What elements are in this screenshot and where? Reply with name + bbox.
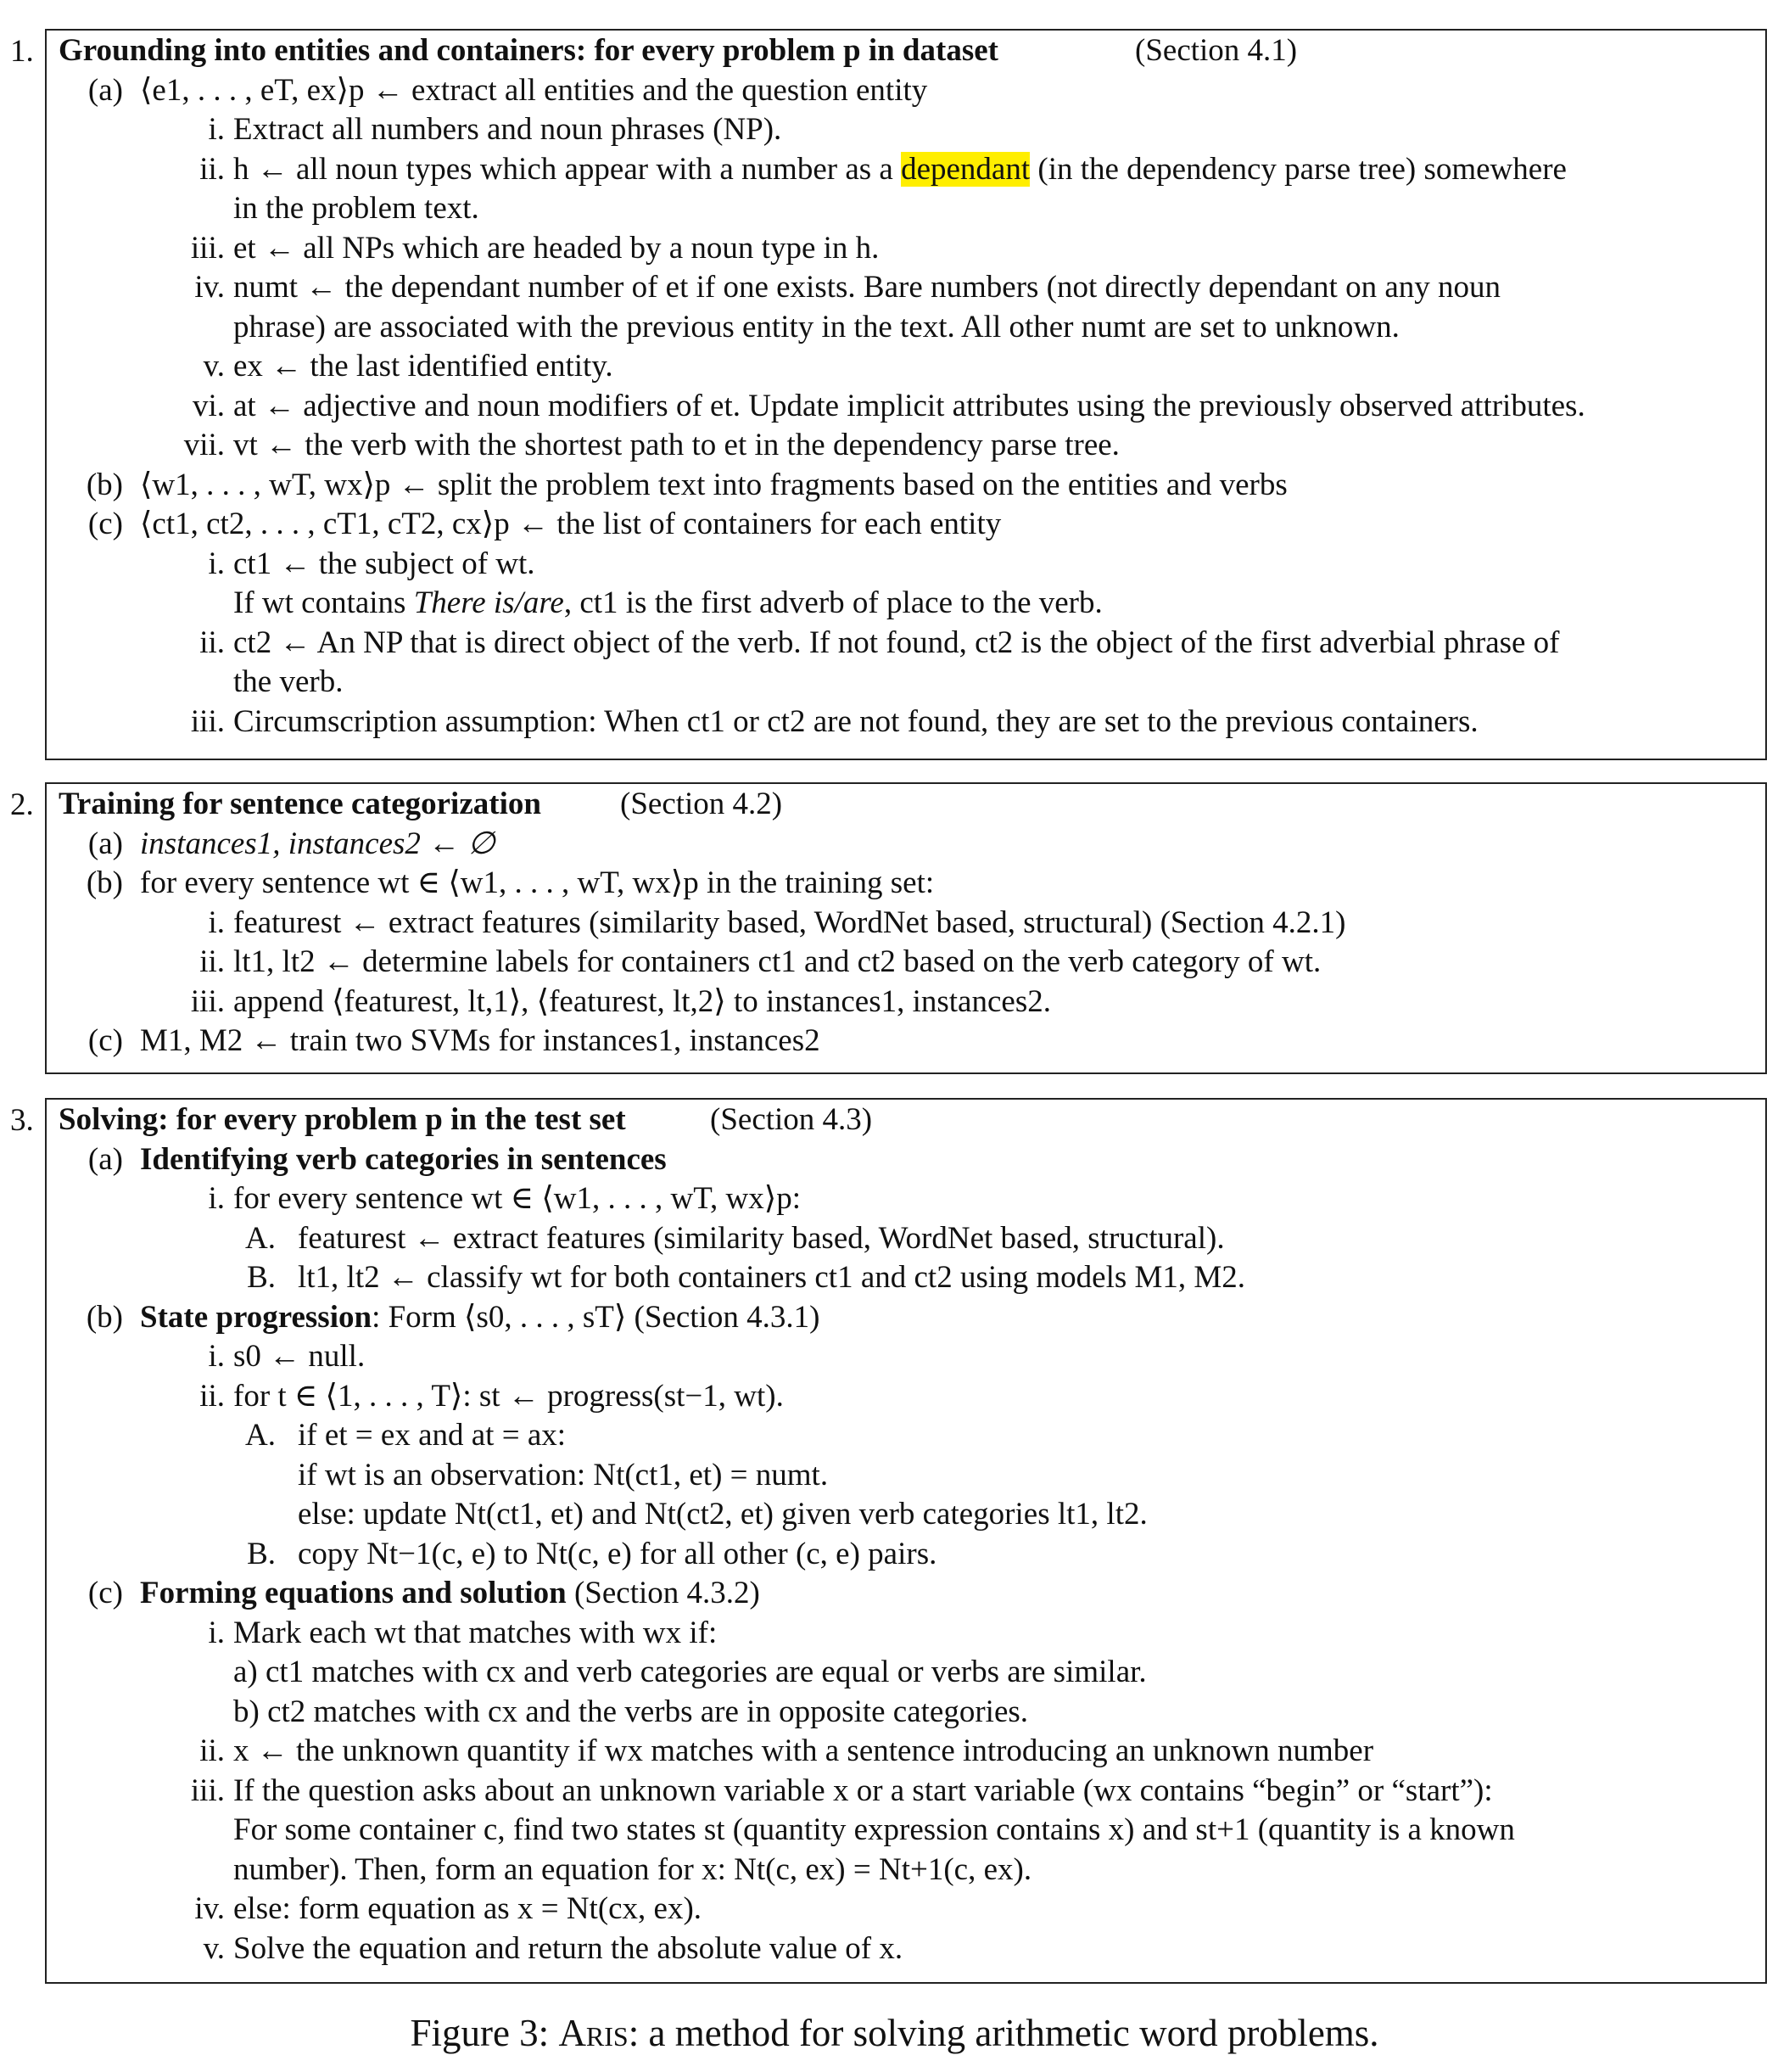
list-item: iv. else: form equation as x = Nt(cx, ex). bbox=[194, 1891, 702, 1926]
list-item: A. featurest ← extract features (similarity based, WordNet based, structural). bbox=[245, 1220, 1225, 1256]
step-number: 2. bbox=[10, 787, 34, 822]
list-item: iii. If the question asks about an unknown variable x or a start variable (wx contains “begin” or “start”): bbox=[190, 1772, 1493, 1808]
list-item: (c) Forming equations and solution (Section 4.3.2) bbox=[87, 1576, 760, 1610]
list-item: (b) for every sentence wt ∈ ⟨w1, . . . , wT, wx⟩p in the training set: bbox=[86, 865, 935, 900]
list-item: (a) ⟨e1, . . . , eT, ex⟩p ← extract all entities and the question entity bbox=[87, 72, 928, 108]
list-item: A. if et = ex and at = ax: bbox=[245, 1418, 567, 1453]
section-title: Grounding into entities and containers: for every problem p in dataset bbox=[59, 33, 998, 68]
list-item: ii. ct2 ← An NP that is direct object of the verb. If not found, ct2 is the object of the first adverbial phrase of bbox=[199, 624, 1560, 660]
step-2-title bbox=[47, 785, 1765, 825]
list-item: B. copy Nt−1(c, e) to Nt(c, e) for all other (c, e) pairs. bbox=[247, 1536, 937, 1571]
step-3-title bbox=[47, 1100, 1765, 1140]
highlighted-word: dependant bbox=[901, 151, 1031, 187]
list-item: (c) ⟨ct1, ct2, . . . , cT1, cT2, cx⟩p ← the list of containers for each entity bbox=[87, 507, 1002, 541]
figure-caption bbox=[0, 2008, 1789, 2058]
section-ref: (Section 4.1) bbox=[1135, 33, 1298, 68]
list-item: (b) ⟨w1, . . . , wT, wx⟩p ← split the problem text into fragments based on the entities and verbs bbox=[86, 467, 1288, 502]
list-item: i. ct1 ← the subject of wt. bbox=[208, 546, 535, 581]
list-item: (b) State progression: Form ⟨s0, . . . , sT⟩ (Section 4.3.1) bbox=[86, 1299, 820, 1335]
caption-rest: : a method for solving arithmetic word problems. bbox=[628, 2012, 1379, 2054]
list-item-cont: in the problem text. bbox=[233, 191, 479, 226]
list-item: B. lt1, lt2 ← classify wt for both containers ct1 and ct2 using models M1, M2. bbox=[247, 1260, 1246, 1295]
list-item: iii. append ⟨featurest, lt,1⟩, ⟨featurest, lt,2⟩ to instances1, instances2. bbox=[190, 983, 1051, 1019]
list-item: (c) M1, M2 ← train two SVMs for instances1, instances2 bbox=[87, 1023, 820, 1058]
step-number: 1. bbox=[10, 34, 34, 69]
list-item: i. for every sentence wt ∈ ⟨w1, . . . , wT, wx⟩p: bbox=[208, 1181, 801, 1216]
list-item: iii. et ← all NPs which are headed by a noun type in h. bbox=[190, 230, 880, 266]
list-item: i. Mark each wt that matches with wx if: bbox=[208, 1615, 718, 1650]
list-item: vi. at ← adjective and noun modifiers of et. Update implicit attributes using the previously observed attributes. bbox=[192, 388, 1585, 423]
list-item-cont: else: update Nt(ct1, et) and Nt(ct2, et) given verb categories lt1, lt2. bbox=[298, 1497, 1148, 1532]
list-item: v. Solve the equation and return the absolute value of x. bbox=[203, 1930, 903, 1966]
list-item-cont: if wt is an observation: Nt(ct1, et) = numt. bbox=[298, 1457, 829, 1492]
step-3-box bbox=[45, 1098, 1767, 1984]
section-title: Training for sentence categorization bbox=[59, 787, 541, 821]
caption-prefix: Figure 3: bbox=[410, 2012, 550, 2054]
list-item: (a) Identifying verb categories in sentences bbox=[87, 1141, 667, 1177]
list-item: iv. numt ← the dependant number of et if one exists. Bare numbers (not directly dependant on any noun bbox=[194, 270, 1501, 305]
list-item: ii. for t ∈ ⟨1, . . . , T⟩: st ← progress(st−1, wt). bbox=[199, 1378, 784, 1414]
caption-method-name: Aris bbox=[558, 2012, 629, 2054]
step-2-box bbox=[45, 782, 1767, 1074]
list-item-cont: a) ct1 matches with cx and verb categories are equal or verbs are similar. bbox=[233, 1655, 1147, 1689]
list-item: i. Extract all numbers and noun phrases (NP). bbox=[208, 112, 782, 147]
section-ref: (Section 4.2) bbox=[620, 787, 783, 821]
list-item-cont: phrase) are associated with the previous entity in the text. All other numt are set to unknown. bbox=[233, 309, 1400, 344]
list-item: i. featurest ← extract features (similarity based, WordNet based, structural) (Section 4.2.1) bbox=[208, 904, 1346, 940]
list-item: vii. vt ← the verb with the shortest path to et in the dependency parse tree. bbox=[183, 428, 1120, 462]
list-item: iii. Circumscription assumption: When ct1 or ct2 are not found, they are set to the previous containers. bbox=[190, 703, 1479, 739]
step-number: 3. bbox=[10, 1103, 34, 1138]
list-item-cont: b) ct2 matches with cx and the verbs are in opposite categories. bbox=[233, 1694, 1029, 1729]
list-item-cont: the verb. bbox=[233, 664, 344, 699]
list-item: ii. h ← all noun types which appear with a number as a dependant (in the dependency parse tree) somewhere bbox=[199, 151, 1567, 187]
section-title: Solving: for every problem p in the test set bbox=[59, 1102, 626, 1137]
list-item-cont: If wt contains There is/are, ct1 is the first adverb of place to the verb. bbox=[233, 585, 1103, 620]
step-1-box bbox=[45, 29, 1767, 760]
list-item: (a) instances1, instances2 ← ∅ bbox=[87, 826, 495, 861]
list-item-cont: number). Then, form an equation for x: Nt(c, ex) = Nt+1(c, ex). bbox=[233, 1851, 1032, 1887]
section-ref: (Section 4.3) bbox=[710, 1102, 873, 1137]
list-item: i. s0 ← null. bbox=[208, 1339, 366, 1374]
list-item: ii. x ← the unknown quantity if wx matches with a sentence introducing an unknown number bbox=[199, 1733, 1374, 1768]
list-item: ii. lt1, lt2 ← determine labels for containers ct1 and ct2 based on the verb category of wt. bbox=[199, 944, 1322, 979]
list-item: v. ex ← the last identified entity. bbox=[203, 349, 613, 384]
list-item-cont: For some container c, find two states st (quantity expression contains x) and st+1 (quantity is a known bbox=[233, 1812, 1515, 1847]
step-1-title bbox=[47, 31, 1765, 71]
